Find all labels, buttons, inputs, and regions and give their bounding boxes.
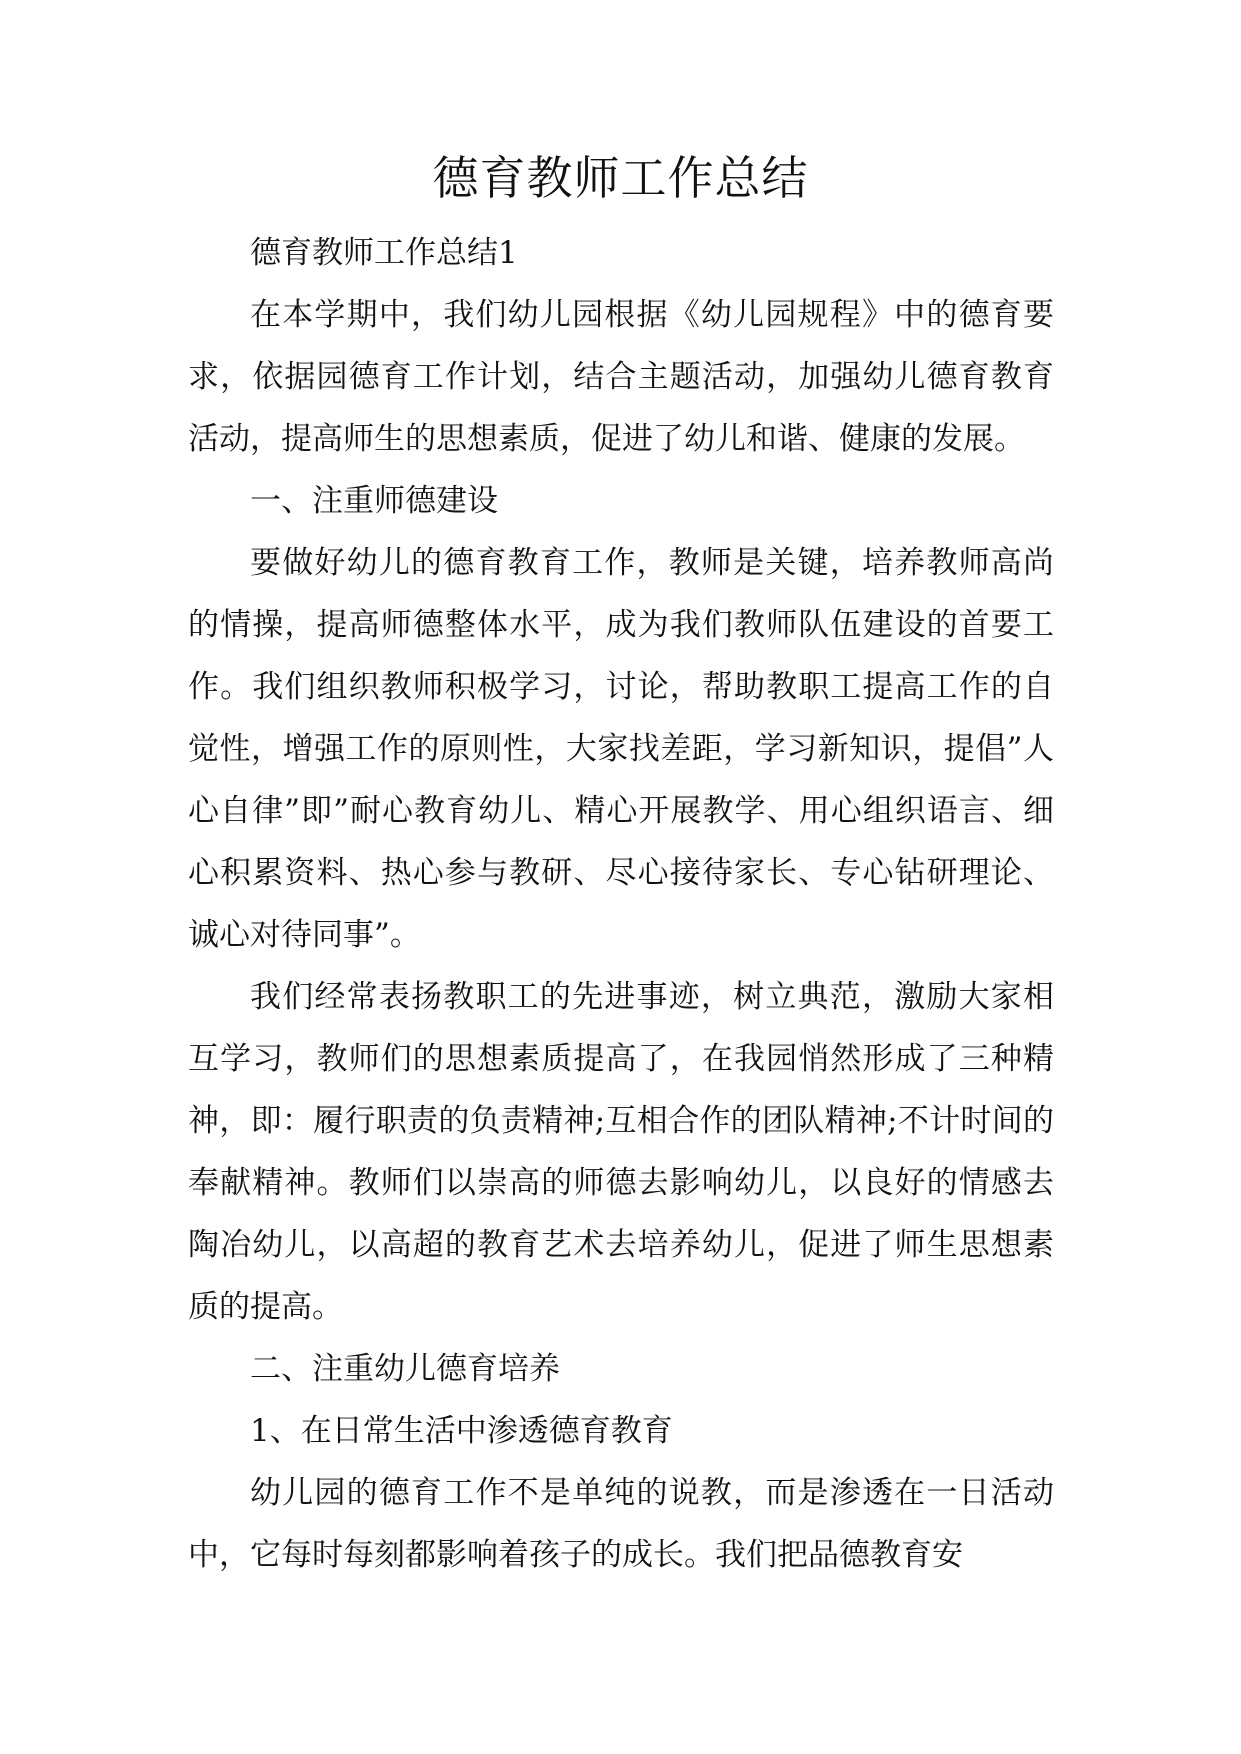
document-title: 德育教师工作总结: [432, 151, 809, 205]
document-body: [188, 222, 1054, 1586]
section-subtitle: 德育教师工作总结1: [250, 235, 518, 271]
paragraph-teacher-ethics: 要做好幼儿的德育教育工作，教师是关键，培养教师高尚的情操，提高师德整体水平，成为我们教师队伍建设的首要工作。我们组织教师积极学习，讨论，帮助教职工提高工作的自觉性，增强工作的原则性，大家找差距，学习新知识，提倡”人心自律”即”耐心教育幼儿、精心开展教学、用心组织语言、细心积累资料、热心参与教研、尽心接待家长、专心钻研理论、诚心对待同事”。: [188, 545, 1054, 953]
section-heading-1: 一、注重师德建设: [250, 483, 498, 519]
intro-paragraph: 在本学期中，我们幼儿园根据《幼儿园规程》中的德育要求，依据园德育工作计划，结合主题活动，加强幼儿德育教育活动，提高师生的思想素质，促进了幼儿和谐、健康的发展。: [188, 297, 1054, 457]
section-heading-2: 二、注重幼儿德育培养: [250, 1351, 560, 1387]
subsection-heading-1: 1、在日常生活中渗透德育教育: [250, 1413, 673, 1449]
paragraph-daily-life: 幼儿园的德育工作不是单纯的说教，而是渗透在一日活动中，它每时每刻都影响着孩子的成长。我们把品德教育安: [188, 1475, 1054, 1573]
paragraph-praise-models: 我们经常表扬教职工的先进事迹，树立典范，激励大家相互学习，教师们的思想素质提高了，在我园悄然形成了三种精神，即：履行职责的负责精神;互相合作的团队精神;不计时间的奉献精神。教师们以崇高的师德去影响幼儿，以良好的情感去陶冶幼儿，以高超的教育艺术去培养幼儿，促进了师生思想素质的提高。: [188, 979, 1054, 1325]
